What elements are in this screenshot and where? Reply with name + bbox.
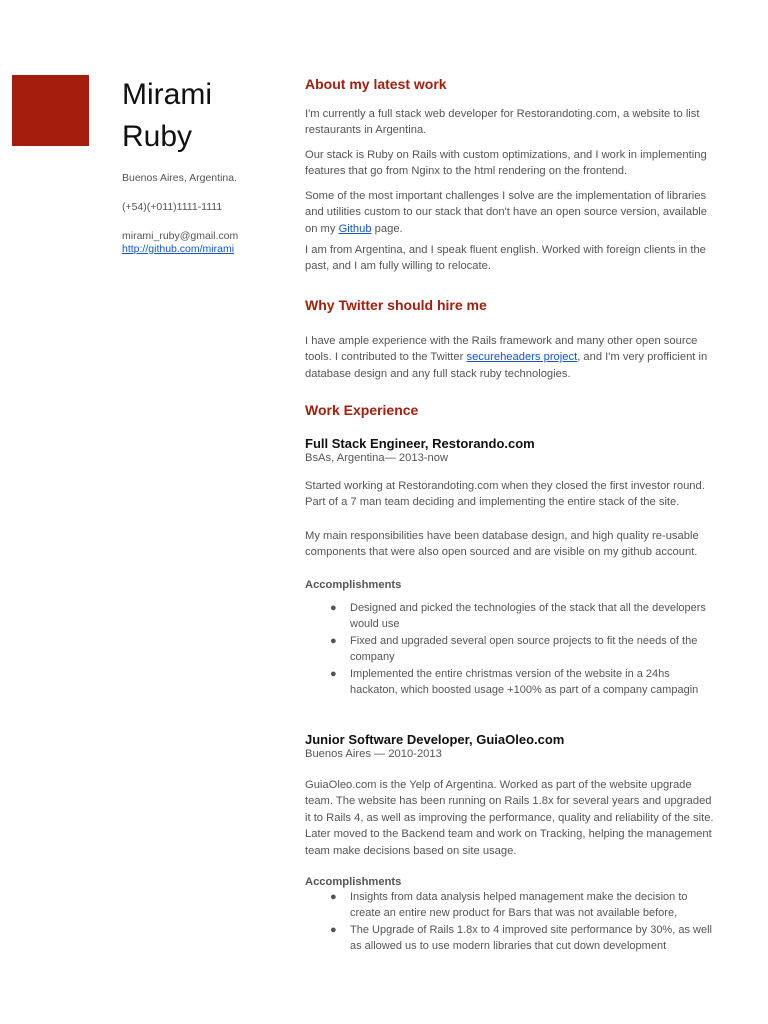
list-item: ● Fixed and upgraded several open source projects to fit the needs of the company	[330, 634, 698, 664]
github-link[interactable]: http://github.com/mirami	[122, 243, 235, 255]
list-item: ● Implemented the entire christmas version of the website in a 24hs hackaton, which boosted usage +100% as part of a company campagin	[330, 667, 699, 697]
job-title: Junior Software Developer, GuiaOleo.com	[305, 732, 565, 747]
accomplishments-list	[305, 600, 720, 698]
accomplishments-title: Accomplishments	[305, 876, 402, 888]
about-p3: Some of the most important challenges I solve are the implementation of libraries and utilities custom to our stack that don't have an open source version, available on my Github page.	[305, 190, 708, 235]
accent-block	[12, 75, 89, 146]
job-p1: Started working at Restorandoting.com when they closed the first investor round. Part of a 7 man team deciding and implementing the entire stack of the site.	[305, 480, 705, 509]
work-title: Work Experience	[305, 402, 419, 418]
accomplishments-list	[305, 889, 720, 955]
accomplishments-title: Accomplishments	[305, 579, 402, 591]
about-title: About my latest work	[305, 76, 447, 92]
bullet-icon: ●	[330, 891, 337, 903]
bullet-icon: ●	[330, 923, 337, 936]
job-p2: My main responsibilities have been database design, and high quality re-usable components that were also open sourced and are visible on my github account.	[305, 530, 699, 559]
twitter-title: Why Twitter should hire me	[305, 297, 487, 313]
location: Buenos Aires, Argentina.	[122, 172, 237, 184]
about-p1: I'm currently a full stack web developer for Restorandoting.com, a website to list restaurants in Argentina.	[305, 108, 700, 137]
job-meta: Buenos Aires — 2010-2013	[305, 748, 442, 760]
twitter-p: I have ample experience with the Rails framework and many other open source tools. I contributed to the Twitter secureheaders project, and I'm very profficient in database design and any full stack ruby technologies.	[305, 335, 708, 380]
sidebar	[122, 74, 292, 256]
name-first: Mirami	[122, 78, 212, 111]
list-item: ● Designed and picked the technologies of the stack that all the developers would use	[330, 602, 706, 631]
github-page-link[interactable]: Github	[338, 222, 372, 235]
name-last: Ruby	[122, 120, 193, 153]
about-p2: Our stack is Ruby on Rails with custom optimizations, and I work in implementing features that go from Nginx to the html rendering on the frontend.	[305, 149, 707, 178]
bullet-icon: ●	[330, 667, 337, 680]
bullet-icon: ●	[330, 602, 337, 614]
job-meta: BsAs, Argentina— 2013-now	[305, 452, 449, 464]
list-item: ● Insights from data analysis helped management make the decision to create an entire new product for Bars that was not available before,	[330, 891, 688, 920]
job-title: Full Stack Engineer, Restorando.com	[305, 436, 535, 451]
job-p1: GuiaOleo.com is the Yelp of Argentina. Worked as part of the website upgrade team. The website has been running on Rails 1.8x for several years and upgraded it to Rails 4, as well as improving the performance, quality and reliability of the site. Later moved to the Backend team and work on Tracking, helping the management team make decisions based on site usage.	[305, 779, 714, 857]
list-item: ● The Upgrade of Rails 1.8x to 4 improved site performance by 30%, as well as allowed us to use modern libraries that cut down development	[330, 923, 712, 953]
bullet-icon: ●	[330, 634, 337, 647]
phone: (+54)(+011)1111-1111	[122, 201, 223, 213]
email: mirami_ruby@gmail.com	[122, 230, 239, 242]
secureheaders-link[interactable]: secureheaders project	[466, 351, 578, 364]
about-p4: I am from Argentina, and I speak fluent english. Worked with foreign clients in the past, and I am fully willing to relocate.	[305, 244, 706, 273]
